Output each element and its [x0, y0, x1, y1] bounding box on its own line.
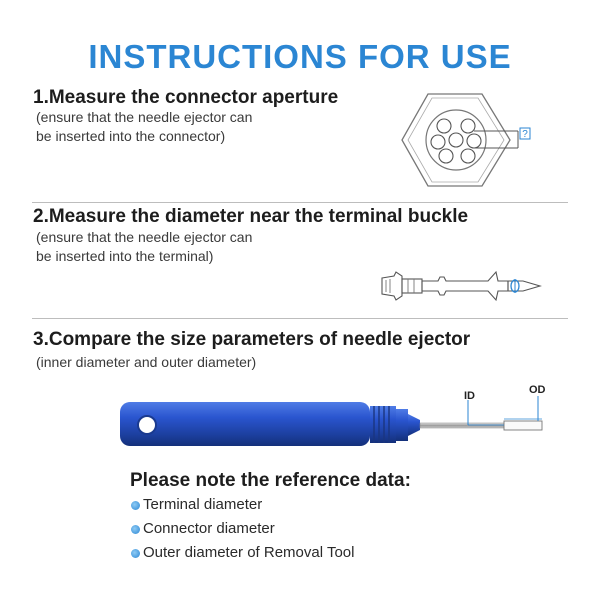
reference-list [130, 493, 355, 565]
divider [32, 318, 568, 319]
terminal-diagram [378, 266, 548, 306]
step-2-note-line-1: (ensure that the needle ejector can [36, 229, 253, 245]
list-item [130, 517, 355, 541]
tool-handle [120, 402, 370, 446]
bullet-icon [131, 501, 140, 510]
step-3-heading: 3.Compare the size parameters of needle ejector [33, 329, 471, 350]
connector-pin-hole [439, 149, 453, 163]
reference-title: Please note the reference data: [130, 470, 411, 491]
list-item [130, 493, 355, 517]
tool-handle-thread [370, 406, 396, 443]
step-3-note [36, 353, 256, 372]
connector-pin-hole [467, 134, 481, 148]
od-label: OD [529, 384, 546, 396]
reference-item-label: Outer diameter of Removal Tool [143, 544, 355, 561]
tool-shaft [420, 423, 504, 428]
reference-item-label: Connector diameter [143, 520, 275, 537]
connector-face-circle [426, 110, 486, 170]
id-label: ID [464, 390, 475, 402]
connector-pin-hole [461, 119, 475, 133]
step-1-heading: 1.Measure the connector aperture [33, 87, 339, 108]
tool-sleeve [504, 421, 542, 430]
terminal-body [422, 272, 508, 300]
connector-pin-hole [431, 135, 445, 149]
step-1-note-line-2: be inserted into the connector) [36, 128, 226, 144]
terminal-wire-barrel [402, 279, 422, 293]
removal-tool-diagram [118, 378, 558, 458]
step-1-note-line-1: (ensure that the needle ejector can [36, 109, 253, 125]
bullet-icon [131, 549, 140, 558]
step-2-note-line-2: be inserted into the terminal) [36, 248, 214, 264]
connector-diagram [400, 90, 550, 190]
connector-hexagon-shape [402, 94, 510, 186]
connector-pin-hole [437, 119, 451, 133]
terminal-pin-tip [508, 281, 540, 291]
page-title: INSTRUCTIONS FOR USE [88, 38, 512, 75]
bullet-icon [131, 525, 140, 534]
tool-handle-collar [396, 409, 408, 441]
terminal-crimp-wings [382, 272, 402, 300]
tool-handle-hole [138, 416, 156, 434]
connector-pin-hole [461, 149, 475, 163]
step-2-note [36, 228, 252, 266]
reference-item-label: Terminal diameter [143, 496, 263, 513]
step-2-heading: 2.Measure the diameter near the terminal buckle [33, 206, 469, 227]
divider [32, 202, 568, 203]
connector-question-mark: ? [522, 129, 528, 140]
step-3-note-line-1: (inner diameter and outer diameter) [36, 354, 257, 370]
connector-pin-hole [449, 133, 463, 147]
list-item [130, 541, 355, 565]
tool-handle-tip [408, 414, 420, 436]
step-1-note [36, 108, 252, 146]
